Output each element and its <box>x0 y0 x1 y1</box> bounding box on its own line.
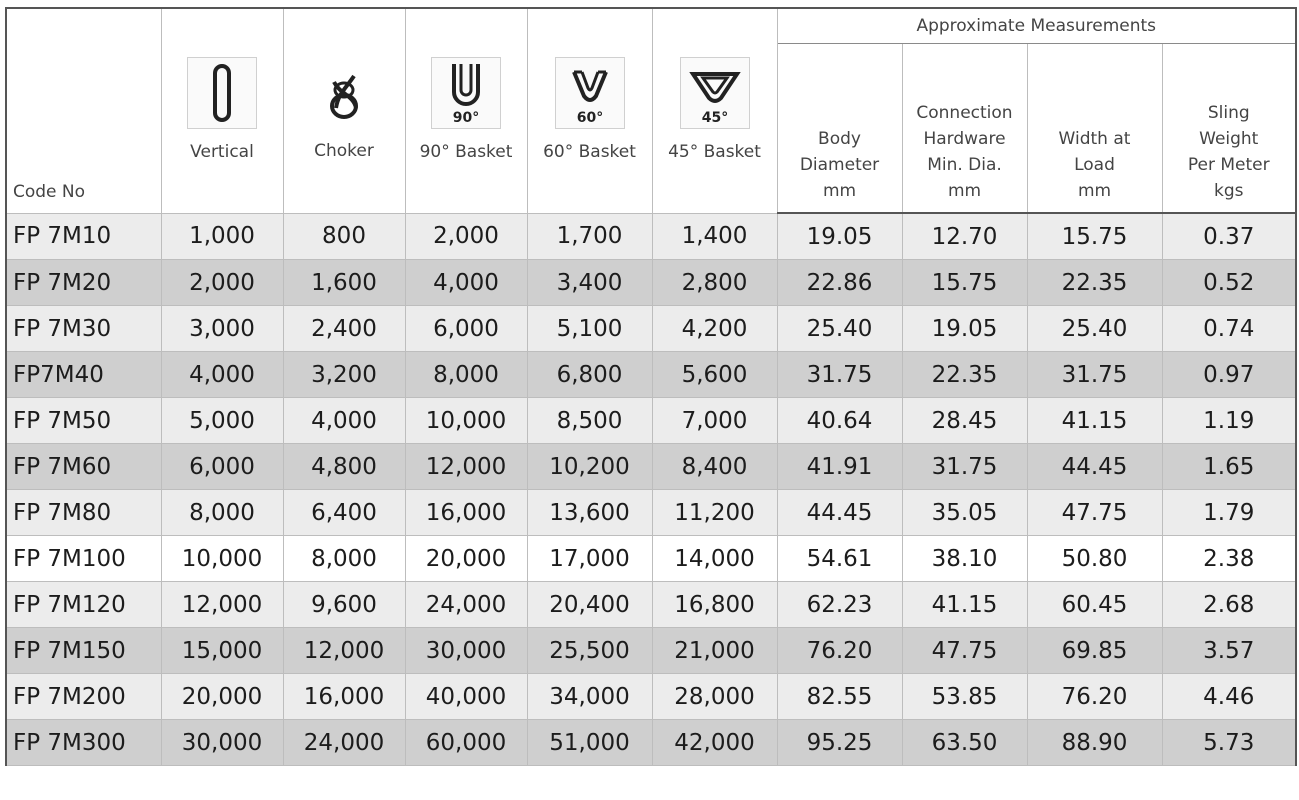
basket-60-cell: 10,200 <box>527 444 652 490</box>
connection-hardware-cell: 22.35 <box>902 352 1027 398</box>
width-at-load-cell: 50.80 <box>1027 536 1162 582</box>
body-diameter-cell: 31.75 <box>777 352 902 398</box>
width-at-load-cell: 22.35 <box>1027 260 1162 306</box>
vertical-cell: 6,000 <box>161 444 283 490</box>
body-diameter-cell: 62.23 <box>777 582 902 628</box>
sling-weight-cell: 1.19 <box>1162 398 1296 444</box>
body-diameter-cell: 25.40 <box>777 306 902 352</box>
body-diameter-cell: 19.05 <box>777 213 902 260</box>
vertical-cell: 5,000 <box>161 398 283 444</box>
body-diameter-cell: 22.86 <box>777 260 902 306</box>
width-at-load-cell: 69.85 <box>1027 628 1162 674</box>
connection-hardware-cell: 38.10 <box>902 536 1027 582</box>
table-row <box>6 260 1296 306</box>
code-no-cell: FP 7M200 <box>6 674 161 720</box>
body-diameter-cell: 54.61 <box>777 536 902 582</box>
width-at-load-cell: 47.75 <box>1027 490 1162 536</box>
basket-90-cell: 30,000 <box>405 628 527 674</box>
approximate-measurements-header: Approximate Measurements <box>777 8 1296 44</box>
vertical-cell: 1,000 <box>161 213 283 260</box>
code-no-cell: FP 7M10 <box>6 213 161 260</box>
basket-45-cell: 21,000 <box>652 628 777 674</box>
width-at-load-cell: 76.20 <box>1027 674 1162 720</box>
sling-weight-cell: 4.46 <box>1162 674 1296 720</box>
body-diameter-cell: 76.20 <box>777 628 902 674</box>
body-diameter-cell: 41.91 <box>777 444 902 490</box>
sling-weight-cell: 2.68 <box>1162 582 1296 628</box>
code-no-cell: FP 7M300 <box>6 720 161 766</box>
basket-90-cell: 60,000 <box>405 720 527 766</box>
sling-weight-cell: 0.37 <box>1162 213 1296 260</box>
sling-capacity-table <box>5 7 1297 766</box>
basket-45-icon <box>680 57 750 129</box>
choker-cell: 24,000 <box>283 720 405 766</box>
connection-hardware-cell: 15.75 <box>902 260 1027 306</box>
sling-weight-cell: 0.74 <box>1162 306 1296 352</box>
basket-60-cell: 8,500 <box>527 398 652 444</box>
basket-60-cell: 34,000 <box>527 674 652 720</box>
basket-45-cell: 7,000 <box>652 398 777 444</box>
svg-text:45°: 45° <box>701 109 728 126</box>
body-diameter-cell: 40.64 <box>777 398 902 444</box>
basket-60-cell: 20,400 <box>527 582 652 628</box>
connection-hardware-cell: 31.75 <box>902 444 1027 490</box>
connection-hardware-cell: 12.70 <box>902 213 1027 260</box>
body-diameter-cell: 95.25 <box>777 720 902 766</box>
basket-45-cell: 28,000 <box>652 674 777 720</box>
vertical-cell: 30,000 <box>161 720 283 766</box>
vertical-cell: 2,000 <box>161 260 283 306</box>
svg-text:90°: 90° <box>452 109 480 126</box>
connection-hardware-cell: 35.05 <box>902 490 1027 536</box>
choker-cell: 16,000 <box>283 674 405 720</box>
basket-45-cell: 2,800 <box>652 260 777 306</box>
width-at-load-cell: 44.45 <box>1027 444 1162 490</box>
vertical-cell: 20,000 <box>161 674 283 720</box>
table-row <box>6 674 1296 720</box>
basket-45-cell: 11,200 <box>652 490 777 536</box>
vertical-cell: 4,000 <box>161 352 283 398</box>
sling-weight-cell: 3.57 <box>1162 628 1296 674</box>
connection-hardware-cell: 28.45 <box>902 398 1027 444</box>
basket-90-cell: 8,000 <box>405 352 527 398</box>
basket-60-cell: 17,000 <box>527 536 652 582</box>
code-no-cell: FP 7M80 <box>6 490 161 536</box>
basket-45-cell: 4,200 <box>652 306 777 352</box>
basket-45-cell: 14,000 <box>652 536 777 582</box>
basket-90-cell: 16,000 <box>405 490 527 536</box>
code-no-cell: FP 7M60 <box>6 444 161 490</box>
basket-60-cell: 6,800 <box>527 352 652 398</box>
basket-60-cell: 3,400 <box>527 260 652 306</box>
basket-60-header: 60° 60° Basket <box>527 8 652 213</box>
basket-90-cell: 24,000 <box>405 582 527 628</box>
code-no-cell: FP 7M30 <box>6 306 161 352</box>
basket-60-cell: 5,100 <box>527 306 652 352</box>
choker-header: Choker <box>283 8 405 213</box>
code-no-cell: FP 7M150 <box>6 628 161 674</box>
vertical-cell: 8,000 <box>161 490 283 536</box>
code-no-cell: FP7M40 <box>6 352 161 398</box>
table-row <box>6 398 1296 444</box>
choker-cell: 800 <box>283 213 405 260</box>
width-at-load-cell: 25.40 <box>1027 306 1162 352</box>
body-diameter-cell: 44.45 <box>777 490 902 536</box>
vertical-cell: 12,000 <box>161 582 283 628</box>
basket-45-cell: 5,600 <box>652 352 777 398</box>
code-no-header: Code No <box>6 8 161 213</box>
choker-cell: 4,000 <box>283 398 405 444</box>
body-diameter-header: Body Diameter mm <box>777 44 902 214</box>
body-diameter-cell: 82.55 <box>777 674 902 720</box>
table-row <box>6 490 1296 536</box>
choker-cell: 4,800 <box>283 444 405 490</box>
sling-weight-cell: 1.79 <box>1162 490 1296 536</box>
basket-60-cell: 1,700 <box>527 213 652 260</box>
table-row <box>6 306 1296 352</box>
choker-cell: 2,400 <box>283 306 405 352</box>
connection-hardware-cell: 41.15 <box>902 582 1027 628</box>
width-at-load-cell: 15.75 <box>1027 213 1162 260</box>
width-at-load-header: Width at Load mm <box>1027 44 1162 214</box>
connection-hardware-cell: 53.85 <box>902 674 1027 720</box>
width-at-load-cell: 31.75 <box>1027 352 1162 398</box>
basket-45-header: 45° 45° Basket <box>652 8 777 213</box>
sling-weight-cell: 1.65 <box>1162 444 1296 490</box>
basket-45-cell: 8,400 <box>652 444 777 490</box>
basket-90-cell: 12,000 <box>405 444 527 490</box>
connection-hardware-cell: 47.75 <box>902 628 1027 674</box>
sling-weight-header: Sling Weight Per Meter kgs <box>1162 44 1296 214</box>
table-row <box>6 536 1296 582</box>
vertical-cell: 15,000 <box>161 628 283 674</box>
basket-90-header: 90° 90° Basket <box>405 8 527 213</box>
vertical-cell: 3,000 <box>161 306 283 352</box>
table-row <box>6 582 1296 628</box>
basket-45-cell: 1,400 <box>652 213 777 260</box>
sling-weight-cell: 0.97 <box>1162 352 1296 398</box>
code-no-cell: FP 7M50 <box>6 398 161 444</box>
choker-hitch-icon <box>310 58 378 128</box>
basket-60-cell: 13,600 <box>527 490 652 536</box>
basket-60-icon <box>555 57 625 129</box>
sling-weight-cell: 0.52 <box>1162 260 1296 306</box>
width-at-load-cell: 88.90 <box>1027 720 1162 766</box>
choker-cell: 6,400 <box>283 490 405 536</box>
basket-45-cell: 42,000 <box>652 720 777 766</box>
basket-90-cell: 40,000 <box>405 674 527 720</box>
basket-90-cell: 6,000 <box>405 306 527 352</box>
svg-text:60°: 60° <box>576 109 603 126</box>
basket-60-cell: 25,500 <box>527 628 652 674</box>
basket-90-cell: 2,000 <box>405 213 527 260</box>
basket-45-cell: 16,800 <box>652 582 777 628</box>
sling-weight-cell: 2.38 <box>1162 536 1296 582</box>
table-body <box>6 213 1296 766</box>
connection-hardware-cell: 63.50 <box>902 720 1027 766</box>
width-at-load-cell: 60.45 <box>1027 582 1162 628</box>
basket-90-icon <box>431 57 501 129</box>
basket-90-cell: 10,000 <box>405 398 527 444</box>
connection-hardware-cell: 19.05 <box>902 306 1027 352</box>
choker-cell: 8,000 <box>283 536 405 582</box>
code-no-cell: FP 7M120 <box>6 582 161 628</box>
code-no-cell: FP 7M100 <box>6 536 161 582</box>
vertical-cell: 10,000 <box>161 536 283 582</box>
sling-weight-cell: 5.73 <box>1162 720 1296 766</box>
choker-cell: 3,200 <box>283 352 405 398</box>
vertical-hitch-icon <box>187 57 257 129</box>
width-at-load-cell: 41.15 <box>1027 398 1162 444</box>
table-row <box>6 352 1296 398</box>
choker-cell: 9,600 <box>283 582 405 628</box>
choker-cell: 1,600 <box>283 260 405 306</box>
basket-90-cell: 4,000 <box>405 260 527 306</box>
connection-hardware-header: Connection Hardware Min. Dia. mm <box>902 44 1027 214</box>
choker-cell: 12,000 <box>283 628 405 674</box>
vertical-header: Vertical <box>161 8 283 213</box>
table-row <box>6 720 1296 766</box>
table-row <box>6 444 1296 490</box>
basket-90-cell: 20,000 <box>405 536 527 582</box>
code-no-cell: FP 7M20 <box>6 260 161 306</box>
basket-60-cell: 51,000 <box>527 720 652 766</box>
table-row <box>6 213 1296 260</box>
table-row <box>6 628 1296 674</box>
